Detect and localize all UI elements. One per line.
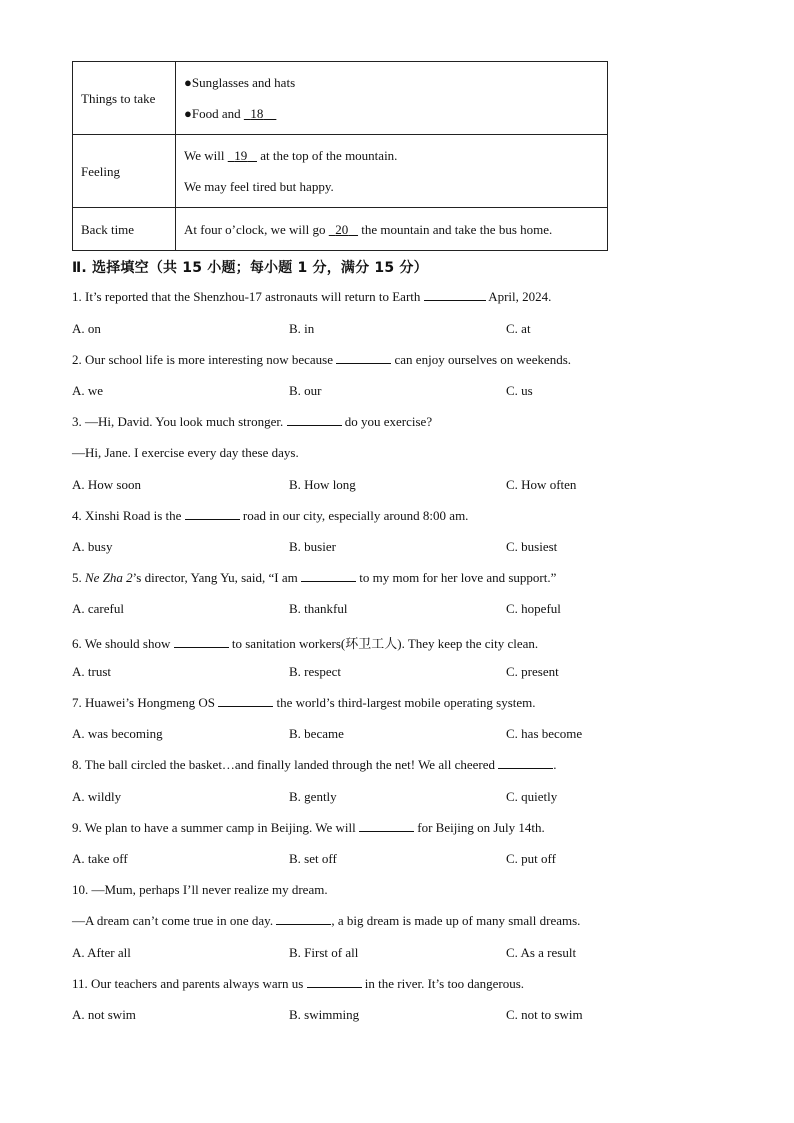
answer-blank [174,636,229,648]
table-text: at the top of the mountain. [260,148,398,163]
option-b: B. thankful [289,601,348,616]
question-stem: 2. Our school life is more interesting now because [72,352,334,367]
answer-blank [185,508,240,520]
blank-number [329,214,358,245]
row-label: Back time [81,221,135,237]
question-text [72,289,551,305]
option-a: A. trust [72,664,111,679]
option-c: C. put off [506,851,556,866]
table-line: ●Sunglasses and hats [184,75,296,90]
option-b: B. became [289,726,344,741]
question-stem: , a big dream is made up of many small dreams. [331,913,581,928]
option-a: A. on [72,321,101,336]
option-b: B. First of all [289,945,359,960]
row-label: Things to take [81,90,156,106]
option-c: C. hopeful [506,601,561,616]
option-a: A. careful [72,601,124,616]
question-text [72,757,556,773]
option-c: C. at [506,321,531,336]
answer-blank [276,913,331,925]
blank-number-text: 20 [335,221,349,237]
table-line: We may feel tired but happy. [184,179,334,194]
question-text [72,695,536,711]
answer-blank [359,820,414,832]
question-stem: April, 2024. [488,289,552,304]
section-title: Ⅱ. 选择填空（共 15 小题；每小题 1 分，满分 15 分） [72,260,428,276]
answer-blank [498,757,553,769]
table-text: At four o’clock, we will go [184,221,326,237]
option-c: C. busiest [506,539,558,554]
question-stem: 9. We plan to have a summer camp in Beijing. We will [72,820,356,835]
question-stem: for Beijing on July 14th. [417,820,545,835]
question-stem: in the river. It’s too dangerous. [364,976,524,991]
question-stem: 1. It’s reported that the Shenzhou-17 astronauts will return to Earth [72,289,421,304]
option-a: A. was becoming [72,726,163,741]
question-stem: ’s director, Yang Yu, said, “I am [132,570,298,585]
option-c: C. quietly [506,789,558,804]
option-b: B. busier [289,539,336,554]
option-b: B. gently [289,789,337,804]
options-row [72,321,672,339]
table-row [73,208,608,251]
question-number: 5. [72,570,82,585]
option-c: C. not to swim [506,1007,583,1022]
option-c: C. has become [506,726,583,741]
table-text: ●Food and [184,106,241,121]
options-row [72,601,672,619]
option-a: A. wildly [72,789,122,804]
table-line [184,214,599,245]
question-stem: 8. The ball circled the basket…and finally landed through the net! We all cheered [72,757,495,772]
option-a: A. take off [72,851,128,866]
option-c: C. present [506,664,559,679]
table-content-cell [176,208,608,251]
option-a: A. How soon [72,477,141,492]
table-label-cell [73,135,176,208]
option-a: A. After all [72,945,131,960]
question-dialogue [72,913,580,929]
question-stem: to sanitation workers(环卫工人). They keep the city clean. [231,636,539,651]
option-a: A. not swim [72,1007,136,1022]
question-stem: 3. —Hi, David. You look much stronger. [72,414,284,429]
question-stem: 4. Xinshi Road is the [72,508,182,523]
table-label-cell [73,62,176,135]
answer-blank [424,289,486,301]
table-line [184,98,599,129]
blank-number [228,140,257,171]
question-stem: do you exercise? [344,414,433,429]
blank-number-text: 19 [234,148,248,163]
answer-blank [287,414,342,426]
answer-blank [307,976,362,988]
question-text [72,508,468,524]
table-line [184,140,599,171]
question-dialogue: —Hi, Jane. I exercise every day these days. [72,445,299,460]
question-stem: —A dream can’t come true in one day. [72,913,274,928]
table-text: the mountain and take the bus home. [361,221,553,237]
option-b: B. set off [289,851,337,866]
table-row [73,62,608,135]
option-a: A. we [72,383,104,398]
info-table [72,61,608,251]
option-c: C. us [506,383,533,398]
question-stem: . [553,757,557,772]
answer-blank [301,570,356,582]
table-label-cell [73,208,176,251]
options-row [72,383,672,401]
option-b: B. our [289,383,322,398]
options-row [72,539,672,557]
blank-number [244,98,277,129]
options-row [72,664,672,682]
option-a: A. busy [72,539,113,554]
options-row [72,726,672,744]
option-b: B. How long [289,477,356,492]
question-stem: to my mom for her love and support.” [359,570,557,585]
question-text: 10. —Mum, perhaps I’ll never realize my dream. [72,882,328,897]
question-stem: 6. We should show [72,636,171,651]
row-label: Feeling [81,163,120,179]
table-text: We will [184,148,225,163]
question-text [72,976,524,992]
table-row [73,135,608,208]
question-text [72,352,571,368]
options-row [72,789,672,807]
question-stem: road in our city, especially around 8:00 am. [242,508,469,523]
question-text [72,633,538,652]
question-stem: can enjoy ourselves on weekends. [394,352,572,367]
table-content-cell [176,62,608,135]
options-row [72,1007,672,1025]
answer-blank [218,695,273,707]
question-text [72,414,432,430]
table-content-cell [176,135,608,208]
option-b: B. respect [289,664,341,679]
question-stem: 11. Our teachers and parents always warn us [72,976,304,991]
question-text [72,570,556,586]
option-c: C. As a result [506,945,577,960]
italic-title: Ne Zha 2 [85,570,133,585]
question-text [72,820,545,836]
option-b: B. swimming [289,1007,360,1022]
option-c: C. How often [506,477,577,492]
options-row [72,851,672,869]
answer-blank [336,352,391,364]
option-b: B. in [289,321,315,336]
options-row [72,945,672,963]
blank-number-text: 18 [250,106,264,121]
question-stem: 7. Huawei’s Hongmeng OS [72,695,215,710]
question-stem: the world’s third-largest mobile operating system. [276,695,536,710]
options-row [72,477,672,495]
